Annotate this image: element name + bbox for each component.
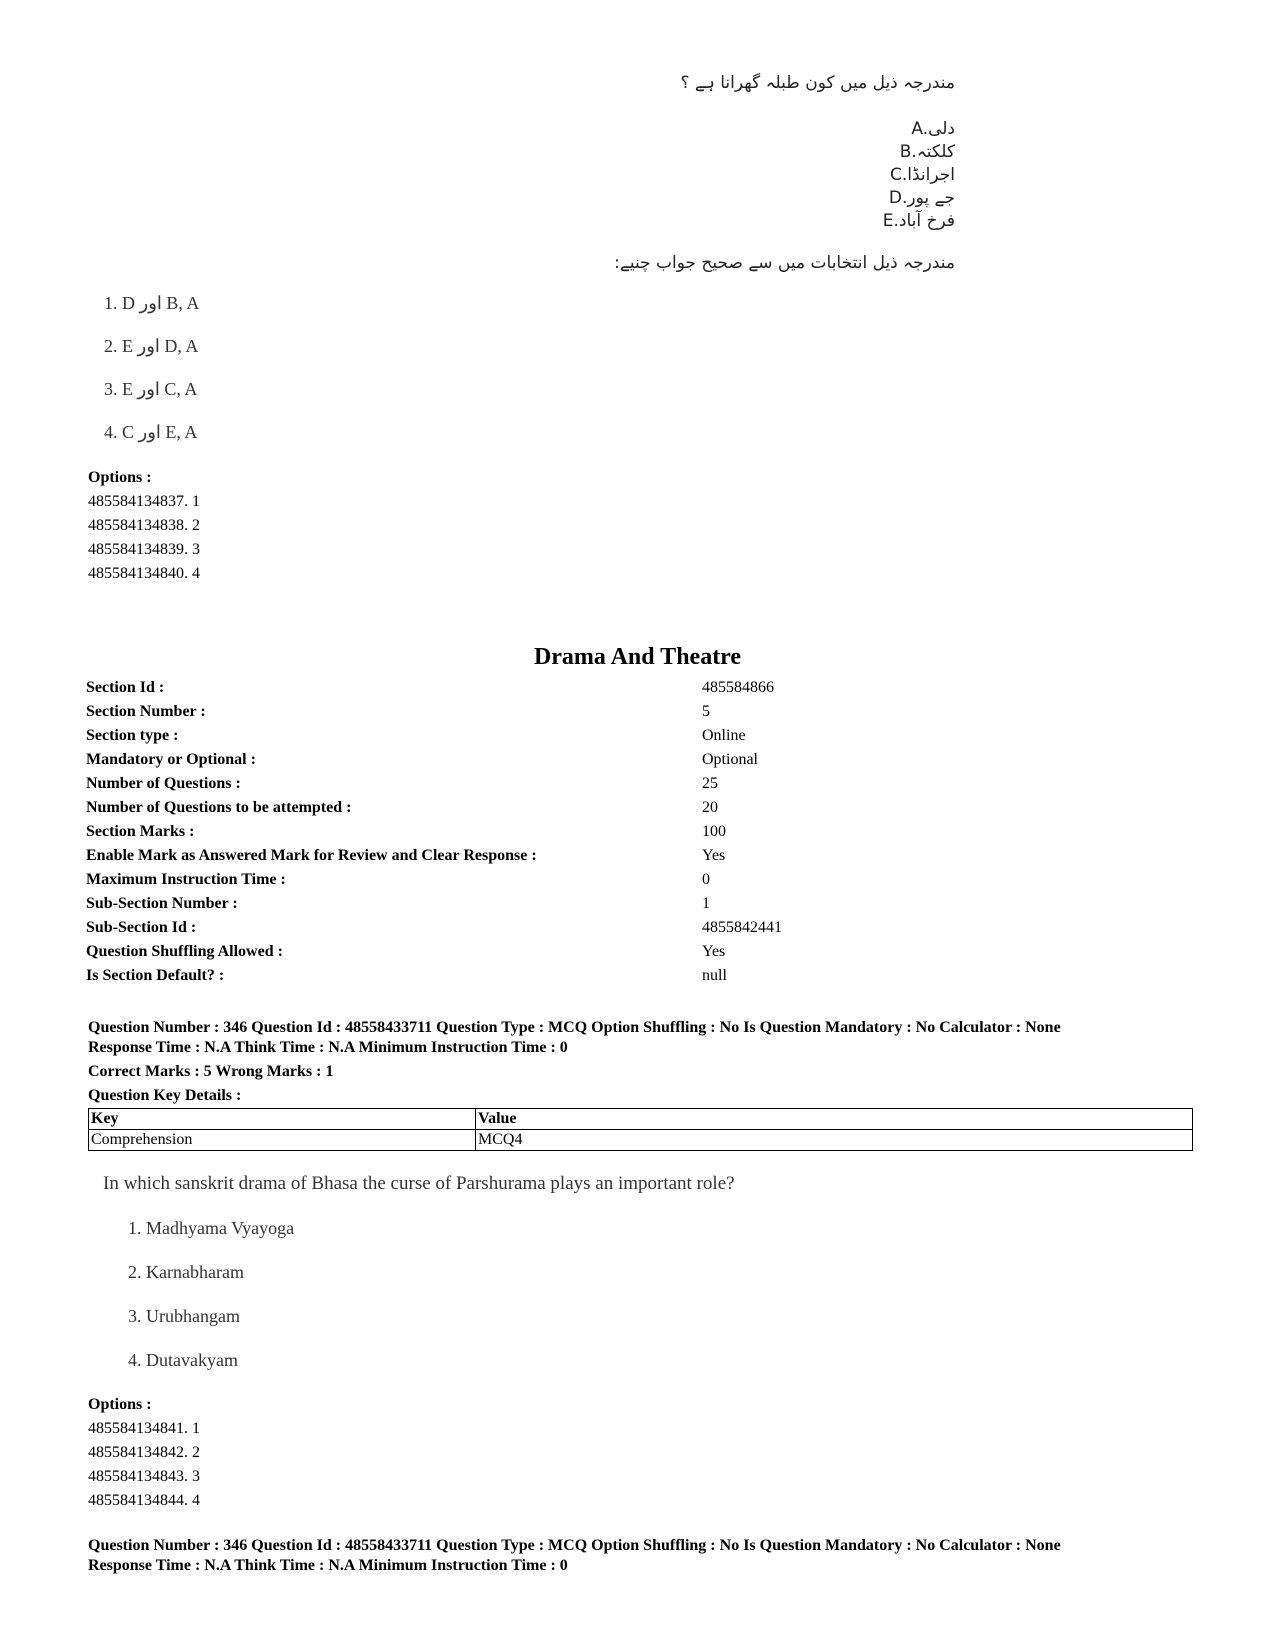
option-id: 485584134843. 3 [88,1468,200,1485]
section-value: 485584866 [702,679,774,696]
section-key: Section type : [86,727,179,744]
section-value: 100 [702,823,726,840]
question-text: In which sanskrit drama of Bhasa the curse of Parshurama plays an important role? [103,1173,735,1194]
section-row [86,964,1186,988]
question-key-table [88,1108,1193,1151]
section-row [86,724,1186,748]
section-row [86,676,1186,700]
section-key: Section Marks : [86,823,195,840]
section-row [86,700,1186,724]
list-item: دلیA. [911,119,955,139]
section-title: Drama And Theatre [533,644,742,670]
section-value: Yes [702,847,726,864]
section-key: Enable Mark as Answered Mark for Review and Clear Response : [86,847,537,864]
question-choice-4: 4. Dutavakyam [128,1350,238,1370]
answer-choice-2: 2. E اور D, A [104,336,199,356]
question-choice-2: 2. Karnabharam [128,1262,244,1282]
section-value: 5 [702,703,710,720]
section-value: Online [702,727,746,744]
option-id: 485584134837. 1 [88,493,200,510]
section-key: Maximum Instruction Time : [86,871,286,888]
section-key: Number of Questions to be attempted : [86,799,352,816]
section-key: Section Id : [86,679,165,696]
options-label: Options : [88,1396,152,1413]
section-key: Sub-Section Number : [86,895,238,912]
section-row [86,772,1186,796]
section-row [86,940,1186,964]
section-value: 20 [702,799,718,816]
urdu-item-list [883,118,955,233]
section-value: 0 [702,871,710,888]
section-row [86,748,1186,772]
section-row [86,796,1186,820]
section-row [86,820,1186,844]
answer-choice-4: 4. C اور E, A [104,422,198,442]
question-meta-line: Response Time : N.A Think Time : N.A Minimum Instruction Time : 0 [88,1557,568,1574]
section-row [86,868,1186,892]
table-header: Value [476,1109,1193,1130]
options-block [88,466,200,586]
question-choice-1: 1. Madhyama Vyayoga [128,1218,295,1238]
urdu-instruction: مندرجہ ذیل انتخابات میں سے صحیح جواب چنیے: [614,253,955,273]
section-value: 4855842441 [702,919,782,936]
list-item: کلکتہB. [899,142,955,162]
urdu-question-text: مندرجہ ذیل میں کون طبلہ گھرانا ہے ؟ [680,73,955,93]
section-key: Number of Questions : [86,775,241,792]
question-choice-3: 3. Urubhangam [128,1306,240,1326]
section-row [86,844,1186,868]
option-id: 485584134842. 2 [88,1444,200,1461]
list-item: جے پورD. [888,188,955,208]
question-meta-line: Question Number : 346 Question Id : 48558433711 Question Type : MCQ Option Shuffling : No Is Question Mandatory : No Calculator : None [88,1019,1061,1036]
list-item: اجرانڈاC. [890,165,955,185]
section-row [86,916,1186,940]
question-meta [88,1018,1208,1058]
section-key: Sub-Section Id : [86,919,197,936]
options-label: Options : [88,469,152,486]
section-value: 1 [702,895,710,912]
table-header: Key [89,1109,476,1130]
section-key: Mandatory or Optional : [86,751,256,768]
answer-choice-3: 3. E اور C, A [104,379,198,399]
question-meta-line: Question Number : 346 Question Id : 48558433711 Question Type : MCQ Option Shuffling : No Is Question Mandatory : No Calculator : None [88,1537,1061,1554]
option-id: 485584134838. 2 [88,517,200,534]
section-key: Section Number : [86,703,206,720]
table-row [89,1130,1193,1151]
section-key: Is Section Default? : [86,967,225,984]
question-marks: Correct Marks : 5 Wrong Marks : 1 [88,1063,334,1080]
answer-choice-1: 1. D اور B, A [104,293,200,313]
option-id: 485584134841. 1 [88,1420,200,1437]
option-id: 485584134840. 4 [88,565,200,582]
section-value: 25 [702,775,718,792]
table-cell: MCQ4 [476,1130,1193,1151]
section-details [86,676,1186,988]
section-value: Optional [702,751,758,768]
option-id: 485584134839. 3 [88,541,200,558]
question-meta-line: Response Time : N.A Think Time : N.A Minimum Instruction Time : 0 [88,1039,568,1056]
section-value: null [702,967,727,984]
section-value: Yes [702,943,726,960]
section-key: Question Shuffling Allowed : [86,943,283,960]
table-header-row [89,1109,1193,1130]
list-item: فرخ آبادE. [882,211,955,231]
options-block [88,1393,200,1513]
option-id: 485584134844. 4 [88,1492,200,1509]
table-cell: Comprehension [89,1130,476,1151]
section-row [86,892,1186,916]
question-key-details-label: Question Key Details : [88,1087,242,1104]
next-question-meta [88,1536,1208,1576]
